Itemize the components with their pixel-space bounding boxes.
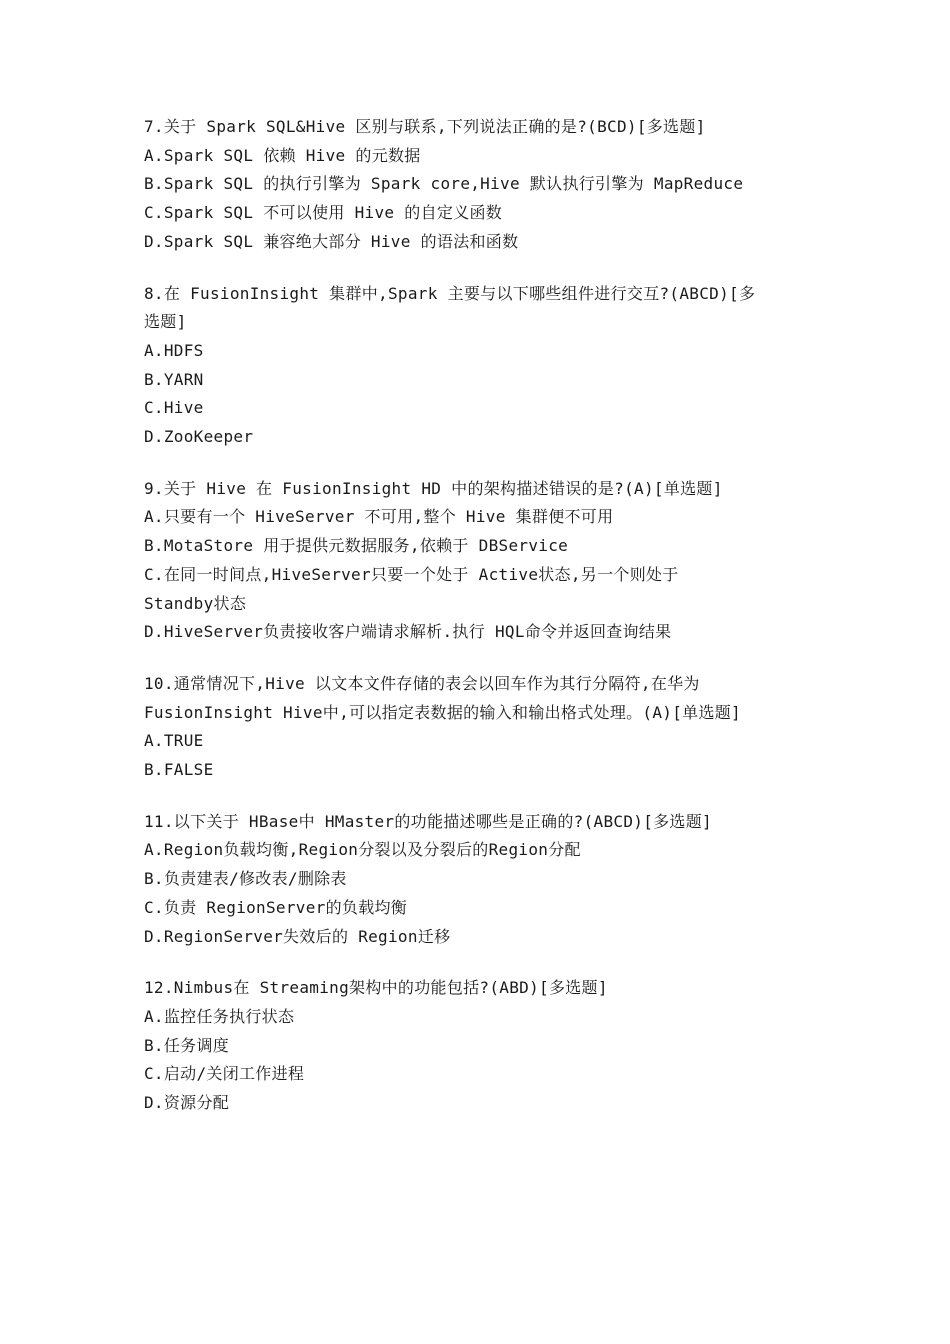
option-a: A.Spark SQL 依赖 Hive 的元数据: [144, 145, 421, 165]
option-d: D.资源分配: [144, 1093, 230, 1113]
question-title-continued: 选题]: [144, 312, 187, 332]
question-10: [144, 670, 814, 785]
question-title: 11.以下关于 HBase中 HMaster的功能描述哪些是正确的?(ABCD)[多选题]: [144, 811, 712, 831]
option-c-continued: Standby状态: [144, 593, 247, 613]
option-c: C.在同一时间点,HiveServer只要一个处于 Active状态,另一个则处于: [144, 564, 679, 584]
question-title: 7.关于 Spark SQL&Hive 区别与联系,下列说法正确的是?(BCD)[多选题]: [144, 117, 706, 136]
option-b: B.MotaStore 用于提供元数据服务,依赖于 DBService: [144, 536, 569, 556]
question-12: [144, 974, 814, 1118]
option-c: C.Spark SQL 不可以使用 Hive 的自定义函数: [144, 203, 503, 223]
question-title: 10.通常情况下,Hive 以文本文件存储的表会以回车作为其行分隔符,在华为: [144, 673, 700, 693]
option-d: D.RegionServer失效后的 Region迁移: [144, 926, 451, 946]
option-c: C.Hive: [144, 398, 204, 418]
question-9: [144, 475, 814, 647]
option-c: C.启动/关闭工作进程: [144, 1064, 305, 1084]
question-title: 9.关于 Hive 在 FusionInsight HD 中的架构描述错误的是?(A)[单选题]: [144, 478, 723, 498]
question-title: 12.Nimbus在 Streaming架构中的功能包括?(ABD)[多选题]: [144, 978, 608, 998]
option-b: B.FALSE: [144, 760, 214, 780]
question-title-continued: FusionInsight Hive中,可以指定表数据的输入和输出格式处理。(A)[单选题]: [144, 702, 741, 722]
document-page: [144, 113, 814, 1141]
option-a: A.TRUE: [144, 731, 204, 751]
option-a: A.只要有一个 HiveServer 不可用,整个 Hive 集群便不可用: [144, 507, 614, 527]
option-b: B.任务调度: [144, 1035, 230, 1055]
option-c: C.负责 RegionServer的负载均衡: [144, 897, 408, 917]
option-d: D.Spark SQL 兼容绝大部分 Hive 的语法和函数: [144, 231, 519, 251]
option-b: B.Spark SQL 的执行引擎为 Spark core,Hive 默认执行引擎为 MapReduce: [144, 174, 744, 194]
option-b: B.YARN: [144, 369, 204, 389]
option-a: A.Region负载均衡,Region分裂以及分裂后的Region分配: [144, 840, 581, 860]
question-title: 8.在 FusionInsight 集群中,Spark 主要与以下哪些组件进行交互?(ABCD)[多: [144, 283, 756, 303]
option-d: D.HiveServer负责接收客户端请求解析.执行 HQL命令并返回查询结果: [144, 622, 672, 642]
option-d: D.ZooKeeper: [144, 427, 254, 447]
option-b: B.负责建表/修改表/删除表: [144, 869, 347, 889]
question-7: [144, 113, 814, 257]
option-a: A.监控任务执行状态: [144, 1006, 295, 1026]
question-11: [144, 808, 814, 952]
option-a: A.HDFS: [144, 340, 204, 360]
question-8: [144, 280, 814, 452]
